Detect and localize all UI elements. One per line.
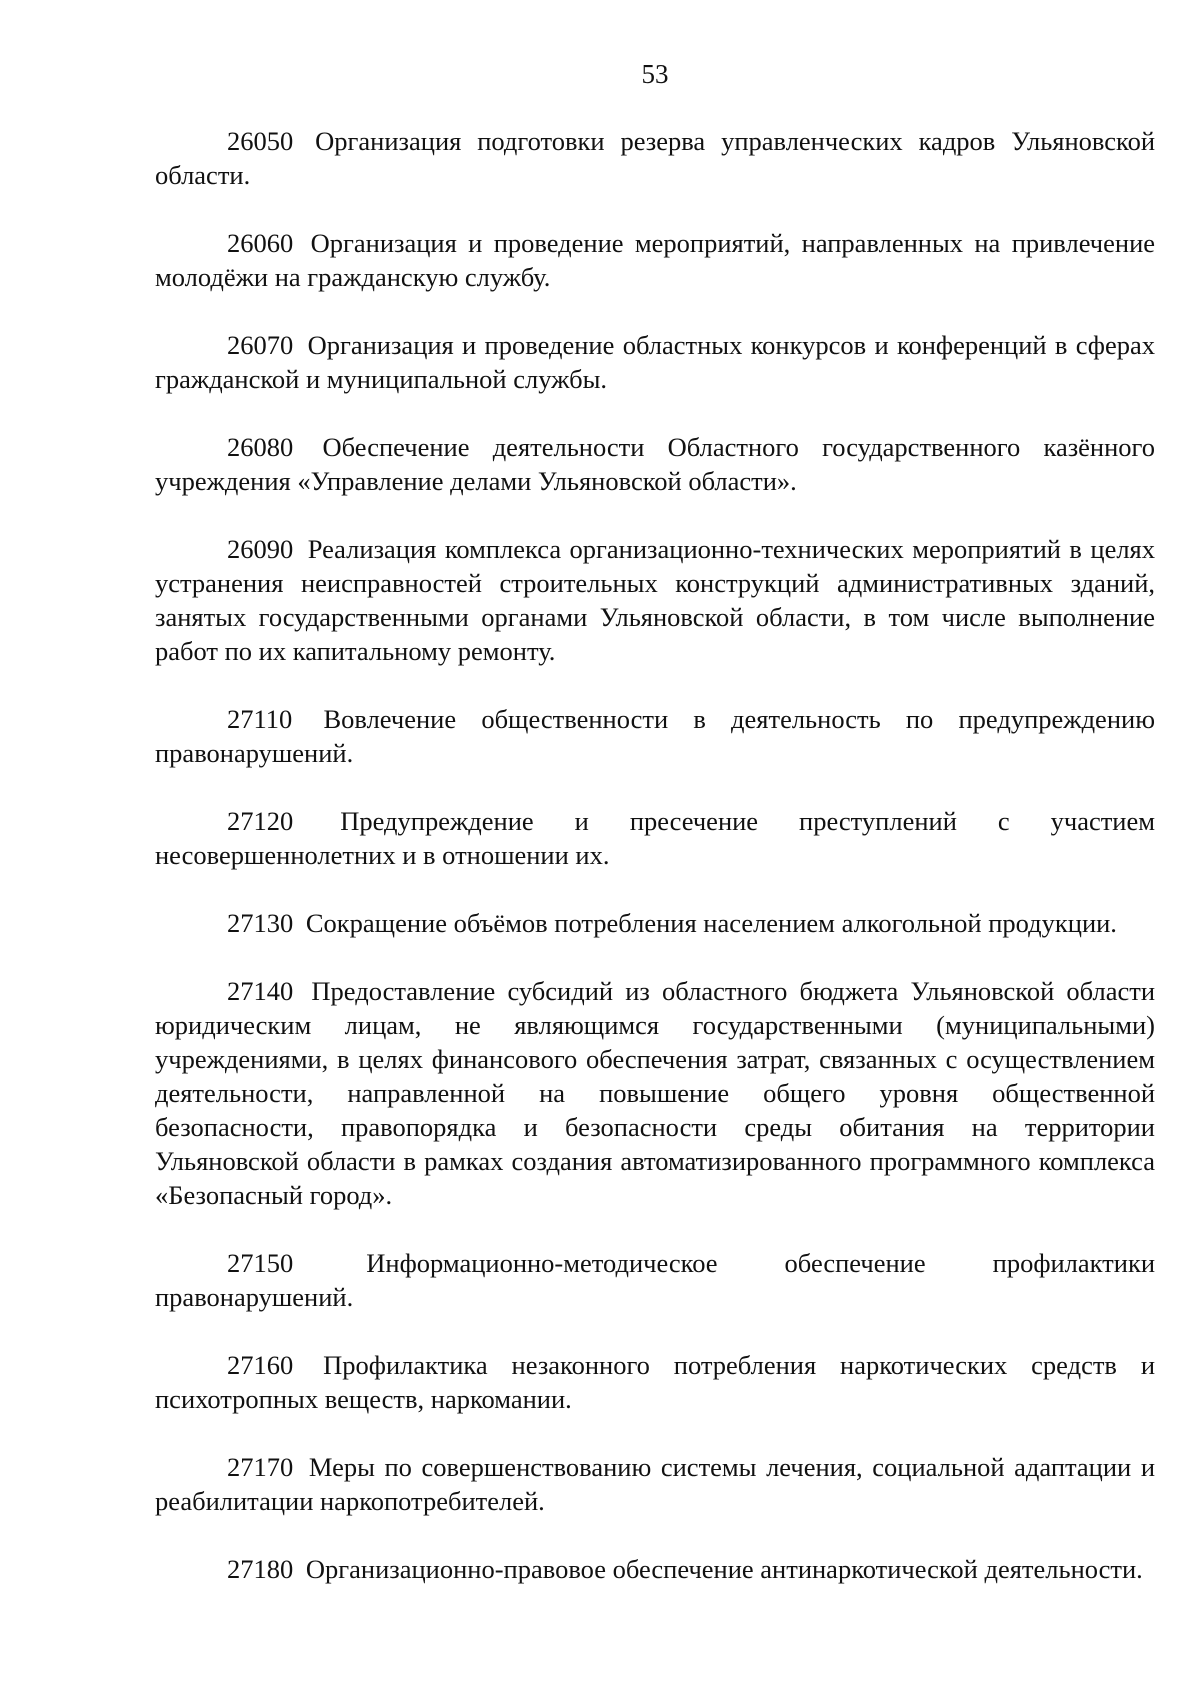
paragraph-text: Сокращение объёмов потребления населением алкогольной продукции. [305,908,1117,938]
paragraph-27150 [155,1246,1155,1314]
paragraph-27180 [155,1552,1155,1586]
paragraph-code: 27160 [227,1350,294,1380]
paragraph-text: Организация подготовки резерва управленческих кадров Ульяновской области. [155,126,1155,190]
paragraph-text: Реализация комплекса организационно-технических мероприятий в целях устранения неисправностей строительных конструкций административных зданий, занятых государственными органами Ульяновской области, в том числе выполнение работ по их капитальному ремонту. [155,534,1155,666]
paragraph-text: Организация и проведение областных конкурсов и конференций в сферах гражданской и муниципальной службы. [155,330,1156,394]
paragraph-27110 [155,702,1155,770]
paragraph-code: 27180 [227,1554,294,1584]
paragraph-26080 [155,430,1155,498]
paragraph-text: Организация и проведение мероприятий, направленных на привлечение молодёжи на гражданскую службу. [155,228,1156,292]
paragraph-27120 [155,804,1155,872]
paragraph-code: 26070 [227,330,294,360]
paragraph-27160 [155,1348,1155,1416]
paragraph-code: 26050 [227,126,294,156]
paragraph-text: Предупреждение и пресечение преступлений с участием несовершеннолетних и в отношении их. [155,806,1156,870]
paragraph-26070 [155,328,1155,396]
paragraph-code: 27120 [227,806,294,836]
paragraph-27170 [155,1450,1155,1518]
paragraph-text: Профилактика незаконного потребления наркотических средств и психотропных веществ, наркомании. [155,1350,1156,1414]
paragraph-code: 26090 [227,534,294,564]
page-number: 53 [641,59,669,89]
paragraph-code: 27170 [227,1452,294,1482]
paragraph-code: 27140 [227,976,294,1006]
paragraph-code: 26060 [227,228,294,258]
paragraph-text: Вовлечение общественности в деятельность по предупреждению правонарушений. [155,704,1155,768]
paragraph-code: 27130 [227,908,294,938]
paragraph-26050 [155,124,1155,192]
paragraph-code: 27110 [227,704,293,734]
paragraph-text: Организационно-правовое обеспечение антинаркотической деятельности. [305,1554,1143,1584]
paragraph-code: 26080 [227,432,294,462]
paragraph-26090 [155,532,1155,668]
paragraph-code: 27150 [227,1248,294,1278]
paragraph-27130 [155,906,1155,940]
document-body [155,124,1155,1620]
paragraph-text: Предоставление субсидий из областного бюджета Ульяновской области юридическим лицам, не являющимся государственными (муниципальными) учреждениями, в целях финансового обеспечения затрат, связанных с осуществлением деятельности, направленной на повышение общего уровня общественной безопасности, правопорядка и безопасности среды обитания на территории Ульяновской области в рамках создания автоматизированного программного комплекса «Безопасный город». [155,976,1155,1210]
paragraph-text: Обеспечение деятельности Областного государственного казённого учреждения «Управление делами Ульяновской области». [155,432,1156,496]
paragraph-text: Меры по совершенствованию системы лечения, социальной адаптации и реабилитации наркопотребителей. [155,1452,1155,1516]
paragraph-text: Информационно-методическое обеспечение профилактики правонарушений. [155,1248,1155,1312]
paragraph-27140 [155,974,1155,1212]
paragraph-26060 [155,226,1155,294]
